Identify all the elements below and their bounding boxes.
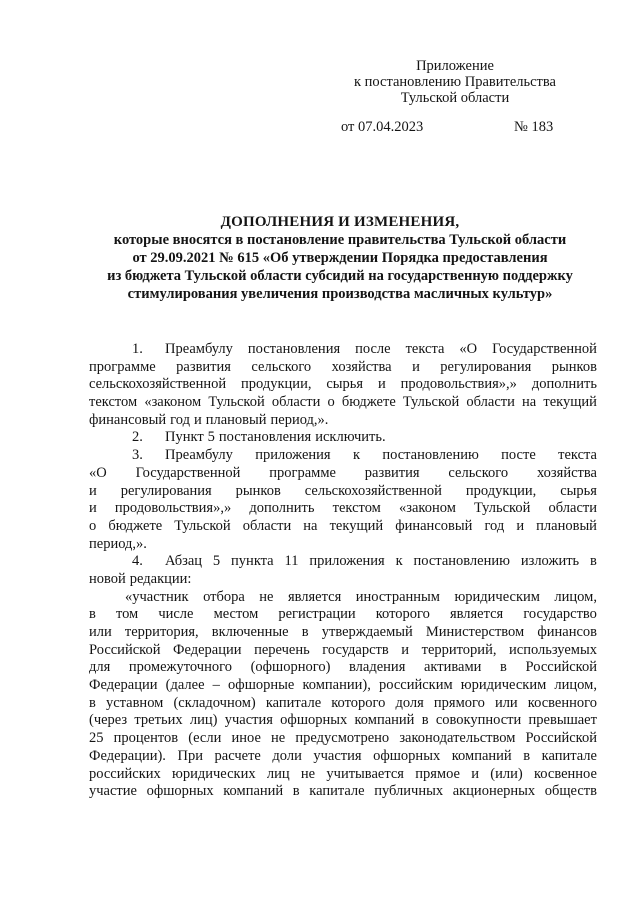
document-title [80,213,600,303]
resolution-date-number [0,119,640,135]
resolution-number: № 183 [514,119,554,135]
paragraph-number: 3. [132,447,143,464]
justified-text: Преамбулу приложения к постановлению посте текста [165,447,597,464]
paragraph-2-line [89,429,597,447]
quote-line: Федерации). При расчете доли участия офшорных компаний в капитале [89,747,597,764]
quote-line: (через третьих лиц) участия офшорных компаний в совокупности превышает [89,712,597,729]
paragraph-3-line: о бюджете Тульской области на текущий финансовый год и плановый [89,517,597,534]
paragraph-3-line [89,447,597,465]
text: Пункт 5 постановления исключить. [165,429,386,446]
quote-line: для промежуточного (офшорного) владения активами в Российской [89,659,597,676]
paragraph-4-line: новой редакции: [89,570,192,587]
justified-text: Абзац 5 пункта 11 приложения к постановлению изложить в [165,553,597,570]
paragraph-number: 2. [132,429,143,446]
paragraph-1-line: программе развития сельского хозяйства и регулирования рынков [89,358,597,375]
title-line: из бюджета Тульской области субсидий на государственную поддержку [107,268,573,284]
title-line: стимулирования увеличения производства масличных культур» [127,286,553,302]
paragraph-1-line: текстом «законом Тульской области о бюджете Тульской области на текущий [89,394,597,411]
quote-line: российских юридических лиц не учитывается прямое и (или) косвенное [89,765,597,782]
paragraph-number: 1. [132,341,143,357]
quote-line: Российской Федерации перечень государств и территорий, используемых [89,641,597,658]
paragraph-4-line [89,553,597,571]
appendix-line: Тульской области [400,90,510,106]
document-body [89,341,597,801]
resolution-date: от 07.04.2023 [341,119,424,135]
paragraph-1-line: финансовый год и плановый период,». [89,411,329,428]
title-line: которые вносятся в постановление правительства Тульской области [113,232,567,248]
paragraph-3-line: «О Государственной программе развития сельского хозяйства [89,464,597,481]
paragraph-3-line: и регулирования рынков сельскохозяйственной продукции, сырья [89,482,597,499]
paragraph-number: 4. [132,553,143,570]
paragraph-3-line: и продовольствия»,» дополнить текстом «законом Тульской области [89,500,597,517]
quote-line: в том числе местом регистрации которого является государство [89,606,597,623]
quote-line: Федерации (далее – офшорные компании), российским юридическим лицом, [89,677,597,694]
appendix-header [320,58,590,106]
title-heading: ДОПОЛНЕНИЯ И ИЗМЕНЕНИЯ, [220,214,460,230]
appendix-line: к постановлению Правительства [354,74,556,90]
justified-text: Преамбулу постановления после текста «О Государственной [165,341,597,357]
title-line: от 29.09.2021 № 615 «Об утверждении Порядка предоставления [132,250,548,266]
quote-line: 25 процентов (если иное не предусмотрено законодательством Российской [89,730,597,747]
paragraph-1-line [89,341,597,359]
paragraph-3-line: период,». [89,535,147,552]
quote-line: или территория, включенные в утверждаемый Министерством финансов [89,624,597,640]
paragraph-1-line: сельскохозяйственной продукции, сырья и продовольствия»,» дополнить [89,376,597,393]
quote-line: в уставном (складочном) капитале которого доля прямого или косвенного [89,694,597,711]
appendix-line: Приложение [416,58,494,74]
quote-line: участие офшорных компаний в капитале публичных акционерных обществ [89,783,597,800]
quote-line: «участник отбора не является иностранным юридическим лицом, [125,588,597,605]
